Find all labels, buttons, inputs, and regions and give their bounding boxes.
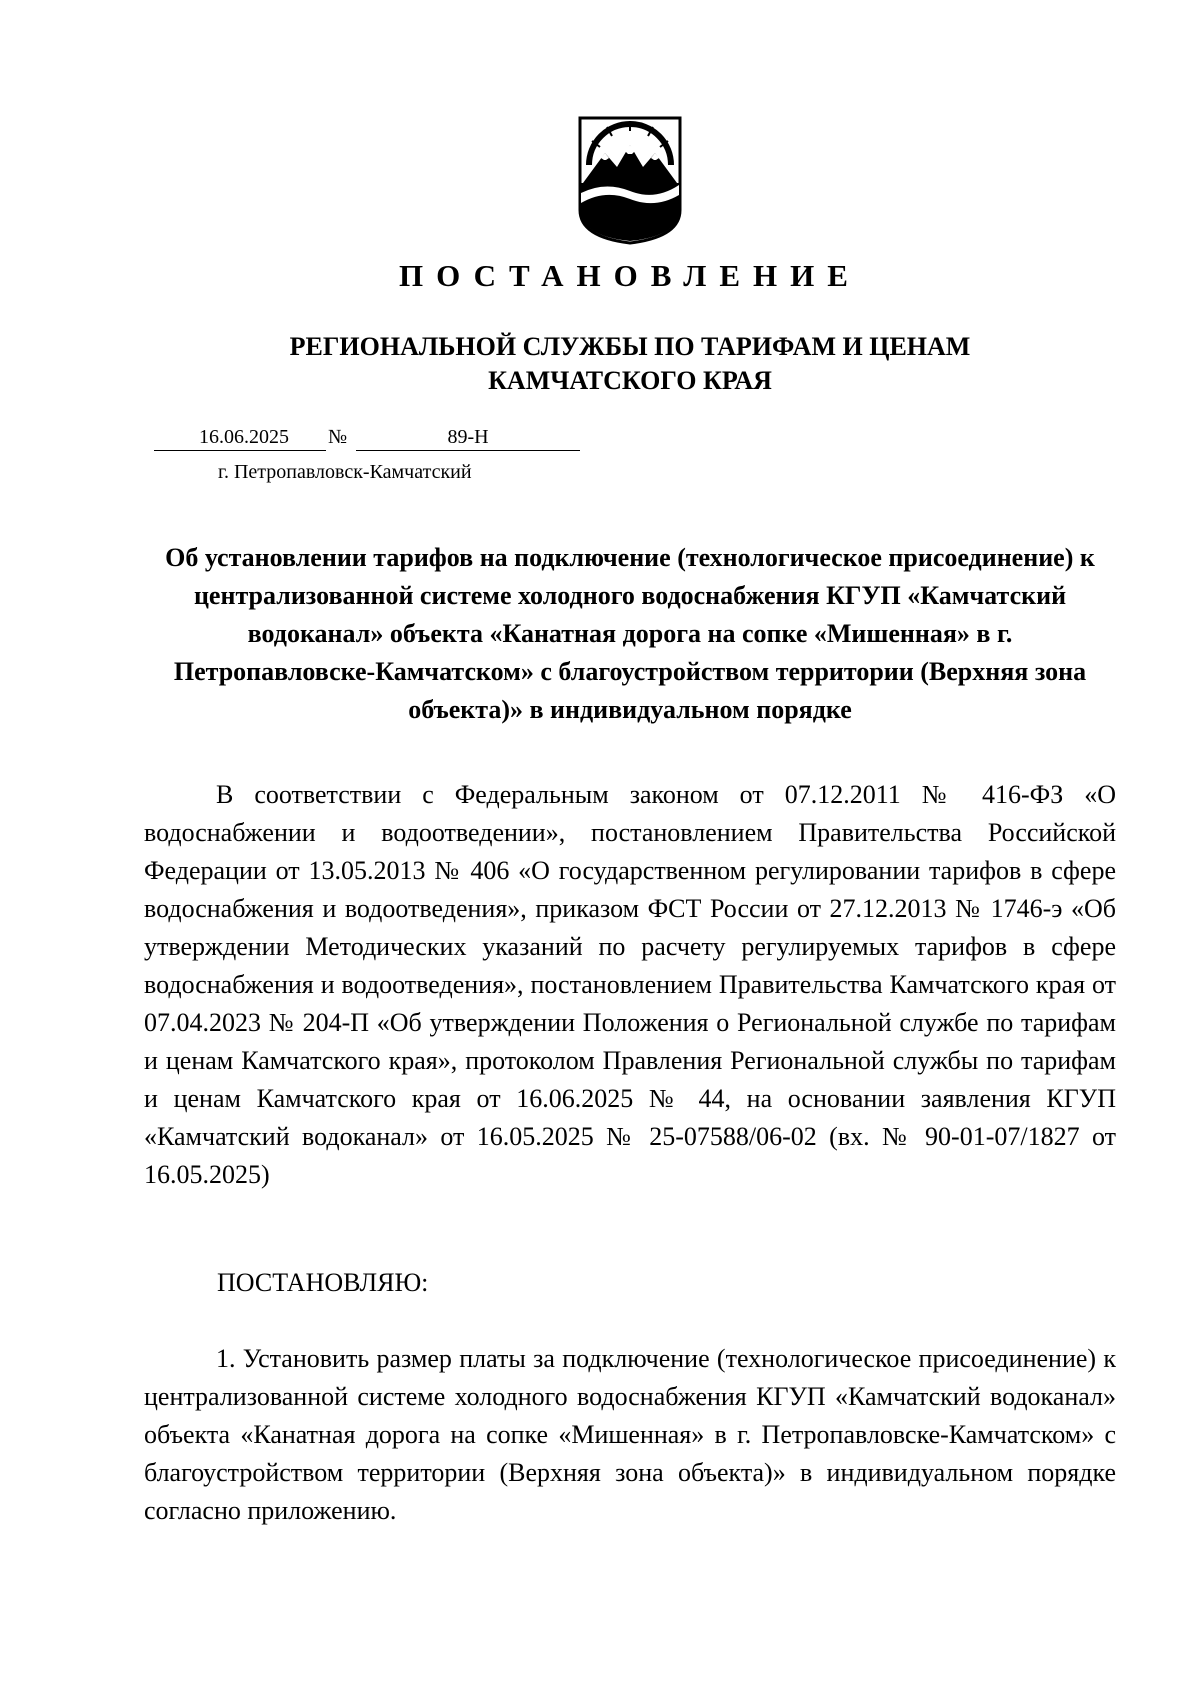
decree-word: ПОСТАНОВЛЯЮ:	[217, 1268, 429, 1297]
issuer-line-2: КАМЧАТСКОГО КРАЯ	[488, 366, 772, 395]
document-subject: Об установлении тарифов на подключение (технологическое присоединение) к централизованной системе холодного водоснабжения КГУП «Камчатский водоканал» объекта «Канатная дорога на сопке «Мишенная» в г. Петропавловске-Камчатском» с благоустройством территории (Верхняя зона объекта)» в индивидуальном порядке	[165, 543, 1095, 724]
document-date: 16.06.2025	[154, 424, 326, 451]
document-number: 89-Н	[356, 424, 580, 451]
legal-basis-paragraph: В соответствии с Федеральным законом от 07.12.2011 № 416-ФЗ «О водоснабжении и водоотведении», постановлением Правительства Российской Федерации от 13.05.2013 № 406 «О государственном регулировании тарифов в сфере водоснабжения и водоотведения», приказом ФСТ России от 27.12.2013 № 1746-э «Об утверждении Методических указаний по расчету регулируемых тарифов в сфере водоснабжения и водоотведения», постановлением Правительства Камчатского края от 07.04.2023 № 204-П «Об утверждении Положения о Региональной службе по тарифам и ценам Камчатского края», протоколом Правления Региональной службы по тарифам и ценам Камчатского края от 16.06.2025 № 44, на основании заявления КГУП «Камчатский водоканал» от 16.05.2025 № 25-07588/06-02 (вх. № 90-01-07/1827 от 16.05.2025)	[144, 780, 1116, 1189]
issue-city: г. Петропавловск-Камчатский	[218, 461, 472, 483]
document-type-title: ПОСТАНОВЛЕНИЕ	[399, 258, 861, 293]
issuer-name	[200, 330, 1060, 398]
number-sign: №	[328, 426, 348, 448]
kamchatka-coat-of-arms-icon	[577, 115, 683, 245]
decree-item-1: 1. Установить размер платы за подключение (технологическое присоединение) к централизованной системе холодного водоснабжения КГУП «Камчатский водоканал» объекта «Канатная дорога на сопке «Мишенная» в г. Петропавловске-Камчатском» с благоустройством территории (Верхняя зона объекта)» в индивидуальном порядке согласно приложению.	[144, 1344, 1116, 1525]
issuer-line-1: РЕГИОНАЛЬНОЙ СЛУЖБЫ ПО ТАРИФАМ И ЦЕНАМ	[289, 332, 971, 361]
